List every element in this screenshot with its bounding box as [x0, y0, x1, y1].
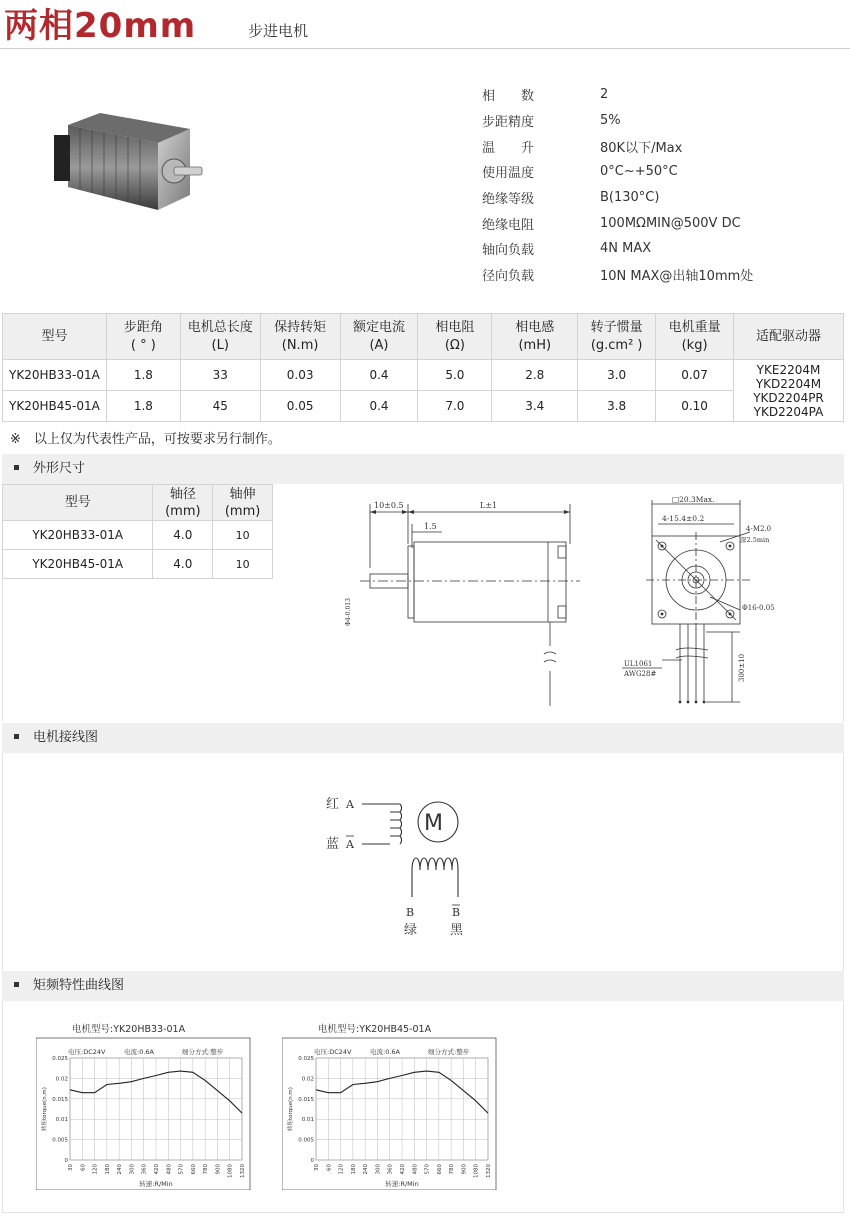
- x-tick-label: 420: [154, 1164, 160, 1175]
- spec-row: [482, 210, 842, 236]
- x-tick-label: 60: [80, 1164, 87, 1171]
- spec-label: 温 升: [482, 140, 535, 156]
- side-view-drawing: [330, 496, 590, 716]
- dimension-label: L±1: [480, 501, 498, 510]
- chart-voltage: 电压:DC24V: [314, 1048, 352, 1056]
- section-header-wiring: [2, 723, 844, 753]
- x-tick-label: 360: [141, 1164, 148, 1175]
- table-row: [3, 521, 273, 550]
- table-cell: YK20HB45-01A: [3, 550, 153, 579]
- spec-label: 绝缘电阻: [482, 217, 535, 233]
- phase-label-a-bar: A: [346, 838, 354, 851]
- spec-value: 2: [600, 87, 609, 103]
- spec-row: [482, 133, 842, 159]
- x-tick-label: 900: [215, 1164, 222, 1175]
- table-cell: 3.0: [578, 360, 656, 391]
- x-axis-label: 转速:R/Min: [385, 1180, 419, 1188]
- model-table: [2, 313, 844, 422]
- y-tick-label: 0.005: [52, 1137, 68, 1144]
- spec-label: 使用温度: [482, 166, 535, 182]
- driver-name: YKD2204M: [755, 376, 822, 391]
- chart-mode: 细分方式:整步: [428, 1048, 470, 1056]
- table-cell: YK20HB45-01A: [3, 391, 107, 422]
- table-header-cell: 相电感 (mH): [492, 314, 578, 360]
- x-tick-label: 780: [449, 1164, 456, 1175]
- spec-row: [482, 185, 842, 211]
- y-tick-label: 0.025: [298, 1056, 314, 1062]
- chart-title: 电机型号:YK20HB33-01A: [72, 1024, 186, 1035]
- y-tick-label: 0.02: [55, 1076, 68, 1083]
- x-tick-label: 570: [178, 1164, 185, 1175]
- spec-row: [482, 236, 842, 262]
- dimension-label: 300±10: [738, 653, 746, 682]
- table-cell: 10: [213, 550, 273, 579]
- motor-photo: [40, 95, 220, 225]
- table-cell: 3.8: [578, 391, 656, 422]
- bullet-square-icon: [14, 734, 19, 739]
- x-tick-label: 180: [350, 1164, 357, 1175]
- x-tick-label: 1080: [473, 1164, 480, 1178]
- table-cell: 4.0: [153, 521, 213, 550]
- dimension-label: 深2.5min: [740, 536, 770, 544]
- driver-name: YKD2204PA: [753, 404, 824, 419]
- x-tick-label: 480: [412, 1164, 419, 1175]
- x-tick-label: 120: [338, 1164, 345, 1175]
- x-tick-label: 240: [117, 1164, 124, 1175]
- y-tick-label: 0.01: [301, 1117, 314, 1124]
- section-title: 外形尺寸: [33, 461, 86, 476]
- table-header-cell: 电机总长度 (L): [180, 314, 260, 360]
- table-header-cell: 轴径 (mm): [153, 485, 213, 521]
- x-axis-label: 转速:R/Min: [139, 1180, 173, 1188]
- wire-spec-label: AWG28#: [624, 670, 657, 678]
- chart-current: 电流:0.6A: [370, 1048, 400, 1056]
- table-header-cell: 保持转矩 (N.m): [260, 314, 340, 360]
- driver-cell: [734, 360, 844, 422]
- x-tick-label: 1320: [240, 1164, 246, 1178]
- chart-mode: 细分方式:整步: [182, 1048, 224, 1056]
- dimension-label: 4-15.4±0.2: [662, 514, 705, 523]
- x-tick-label: 900: [461, 1164, 468, 1175]
- driver-name: YKE2204M: [756, 362, 821, 377]
- dimension-table-header: [3, 485, 273, 521]
- table-cell: YK20HB33-01A: [3, 360, 107, 391]
- driver-name: YKD2204PR: [753, 390, 824, 405]
- phase-label-a: A: [346, 798, 354, 811]
- spec-label: 步距精度: [482, 115, 535, 131]
- table-cell: 1.8: [106, 391, 180, 422]
- wire-color-black: 黑: [450, 923, 464, 938]
- bullet-square-icon: [14, 465, 19, 470]
- chart-voltage: 电压:DC24V: [68, 1048, 106, 1056]
- table-header-cell: 型号: [3, 485, 153, 521]
- spec-value: 0°C~+50°C: [600, 164, 678, 180]
- torque-chart-2: [282, 1020, 504, 1190]
- y-tick-label: 0.025: [52, 1056, 68, 1062]
- torque-chart-1: [36, 1020, 258, 1190]
- phase-label-b: B: [406, 906, 415, 919]
- y-tick-label: 0.02: [301, 1076, 314, 1083]
- header-divider: [0, 48, 850, 49]
- dimension-label: 1.5: [424, 522, 437, 531]
- table-cell: 33: [180, 360, 260, 391]
- dimension-label: □20.3Max.: [672, 495, 715, 504]
- x-tick-label: 420: [400, 1164, 406, 1175]
- section-header-dimensions: [2, 454, 844, 484]
- x-tick-label: 660: [436, 1164, 443, 1175]
- x-tick-label: 180: [104, 1164, 111, 1175]
- x-tick-label: 360: [387, 1164, 394, 1175]
- spec-label: 绝缘等级: [482, 192, 535, 208]
- spec-value: 4N MAX: [600, 241, 652, 257]
- spec-row: [482, 262, 842, 288]
- y-axis-label: 转矩torque(n.m): [288, 1087, 294, 1131]
- x-tick-label: 30: [68, 1164, 74, 1171]
- table-cell: 0.10: [656, 391, 734, 422]
- table-row: [3, 360, 844, 391]
- spec-list: [482, 82, 842, 288]
- dimension-table: [2, 484, 273, 579]
- spec-label: 轴向负载: [482, 243, 535, 259]
- table-cell: 0.4: [340, 360, 418, 391]
- brand-title: 两相20mm: [4, 6, 197, 46]
- x-tick-label: 480: [166, 1164, 173, 1175]
- page-header: [0, 0, 850, 50]
- spec-label: 相 数: [482, 89, 535, 105]
- product-subtitle: 步进电机: [248, 22, 309, 40]
- y-tick-label: 0: [64, 1158, 68, 1164]
- table-cell: 10: [213, 521, 273, 550]
- x-tick-label: 300: [375, 1164, 382, 1175]
- wire-color-green: 绿: [404, 923, 418, 938]
- front-view-drawing: [600, 492, 800, 716]
- phase-label-b-bar: B: [452, 906, 461, 919]
- table-cell: 1.8: [106, 360, 180, 391]
- model-table-header: [3, 314, 844, 360]
- table-cell: 0.05: [260, 391, 340, 422]
- table-header-cell: 转子惯量 (g.cm² ): [578, 314, 656, 360]
- x-tick-label: 60: [326, 1164, 333, 1171]
- table-header-cell: 适配驱动器: [734, 314, 844, 360]
- x-tick-label: 120: [92, 1164, 99, 1175]
- x-tick-label: 660: [190, 1164, 197, 1175]
- x-tick-label: 240: [363, 1164, 370, 1175]
- table-header-cell: 步距角 ( ° ): [106, 314, 180, 360]
- table-cell: 0.03: [260, 360, 340, 391]
- table-cell: 2.8: [492, 360, 578, 391]
- section-header-curves: [2, 971, 844, 1001]
- table-cell: 0.4: [340, 391, 418, 422]
- y-tick-label: 0.015: [298, 1096, 314, 1103]
- table-cell: 0.07: [656, 360, 734, 391]
- chart-title: 电机型号:YK20HB45-01A: [318, 1024, 432, 1035]
- dimension-label: Φ16-0.05: [742, 604, 775, 612]
- table-cell: 45: [180, 391, 260, 422]
- x-tick-label: 1080: [227, 1164, 234, 1178]
- table-header-cell: 相电阻 (Ω): [418, 314, 492, 360]
- dimension-label: Φ4-0.013: [345, 598, 352, 626]
- table-cell: 7.0: [418, 391, 492, 422]
- table-cell: 3.4: [492, 391, 578, 422]
- section-title: 电机接线图: [33, 730, 99, 745]
- y-axis-label: 转矩torque(n.m): [42, 1087, 48, 1131]
- motor-symbol: M: [424, 811, 443, 836]
- table-cell: 5.0: [418, 360, 492, 391]
- spec-value: 10N MAX@出轴10mm处: [600, 269, 754, 285]
- wiring-diagram: [320, 782, 500, 942]
- x-tick-label: 570: [424, 1164, 431, 1175]
- spec-value: 100MΩMIN@500V DC: [600, 215, 741, 231]
- spec-value: 5%: [600, 113, 621, 129]
- wire-color-red: 红: [326, 797, 340, 812]
- wire-spec-label: UL1061: [624, 660, 653, 668]
- spec-value: B(130°C): [600, 190, 660, 206]
- table-header-cell: 电机重量 (kg): [656, 314, 734, 360]
- x-tick-label: 30: [314, 1164, 320, 1171]
- x-tick-label: 780: [203, 1164, 210, 1175]
- table-header-cell: 额定电流 (A): [340, 314, 418, 360]
- y-tick-label: 0.005: [298, 1137, 314, 1144]
- y-tick-label: 0.015: [52, 1096, 68, 1103]
- table-row: [3, 391, 844, 422]
- table-header-cell: 型号: [3, 314, 107, 360]
- table-header-cell: 轴伸 (mm): [213, 485, 273, 521]
- footnote: ※ 以上仅为代表性产品，可按要求另行制作。: [10, 432, 281, 447]
- spec-row: [482, 108, 842, 134]
- dimension-label: 10±0.5: [374, 501, 404, 510]
- table-cell: 4.0: [153, 550, 213, 579]
- section-title: 矩频特性曲线图: [33, 978, 125, 993]
- y-tick-label: 0.01: [55, 1117, 68, 1124]
- x-tick-label: 300: [129, 1164, 136, 1175]
- table-row: [3, 550, 273, 579]
- chart-current: 电流:0.6A: [124, 1048, 154, 1056]
- bullet-square-icon: [14, 982, 19, 987]
- dimension-label: 4-M2.0: [746, 525, 772, 533]
- spec-row: [482, 159, 842, 185]
- y-tick-label: 0: [310, 1158, 314, 1164]
- spec-value: 80K以下/Max: [600, 140, 683, 156]
- spec-label: 径向负载: [482, 269, 535, 285]
- spec-row: [482, 82, 842, 108]
- table-cell: YK20HB33-01A: [3, 521, 153, 550]
- wire-color-blue: 蓝: [326, 837, 340, 852]
- x-tick-label: 1320: [486, 1164, 492, 1178]
